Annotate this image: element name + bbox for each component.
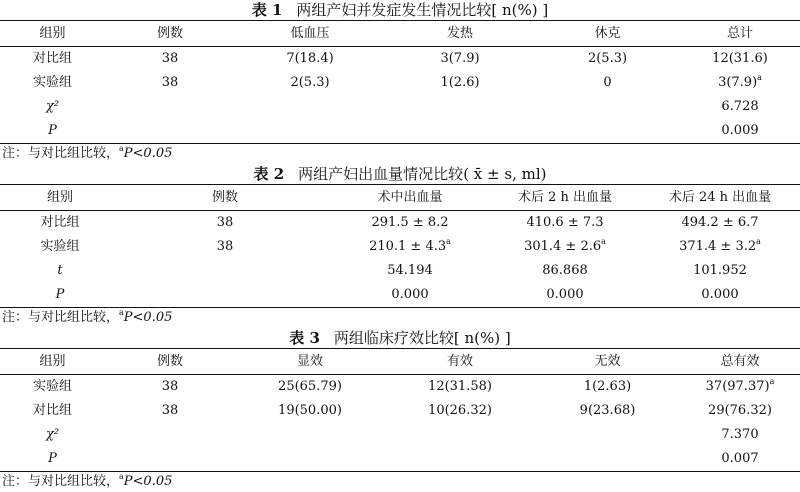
table-cell: 1(2.63) [583, 379, 632, 394]
table-cell: 实验组 [32, 379, 72, 394]
table2-caption [0, 164, 800, 184]
table-row [0, 399, 800, 423]
table1-header-total: 总计 [680, 21, 800, 47]
note-text: 注：与对比组比较， [2, 146, 120, 161]
table1-title: 两组产妇并发症发生情况比较 [296, 1, 492, 19]
table2-header-row [0, 185, 800, 211]
table2-header-2h: 术后 2 h 出血量 [490, 185, 640, 211]
table2 [0, 184, 800, 308]
table-cell: 0.000 [490, 283, 640, 308]
table2-unit: ( x̄ ± s, ml) [463, 165, 547, 183]
table-cell: 实验组 [32, 75, 72, 90]
significance-marker: a [757, 73, 762, 82]
table-cell [535, 447, 680, 472]
table-cell: 10(26.32) [428, 403, 492, 418]
table-cell [385, 423, 535, 447]
table3 [0, 348, 800, 472]
table3-header-marked: 显效 [235, 349, 385, 375]
table-row [0, 375, 800, 400]
note-text: 注：与对比组比较， [2, 310, 120, 325]
table-row [0, 71, 800, 95]
significance-marker: a [601, 237, 606, 246]
table-cell [105, 119, 235, 144]
table-cell: 38 [161, 51, 179, 66]
table-cell [120, 259, 330, 283]
table1 [0, 20, 800, 144]
table2-header-group: 组别 [0, 185, 120, 211]
table1-header-row [0, 21, 800, 47]
table-cell: 101.952 [693, 263, 747, 278]
table-cell [535, 95, 680, 119]
table-row [0, 47, 800, 72]
table-cell: 25(65.79) [278, 379, 342, 394]
table-cell: 19(50.00) [278, 403, 342, 418]
table-cell: 对比组 [32, 403, 72, 418]
significance-marker: a [119, 308, 124, 317]
table-cell [640, 235, 800, 259]
significance-marker: a [119, 144, 124, 153]
table-cell [105, 95, 235, 119]
table-cell [105, 423, 235, 447]
table-cell-value: 3(7.9) [718, 75, 758, 90]
table-row [0, 259, 800, 283]
table-cell: 38 [161, 75, 179, 90]
note-text: 注：与对比组比较， [2, 474, 120, 489]
table2-number: 表 2 [253, 165, 285, 183]
table-cell: 291.5 ± 8.2 [371, 215, 449, 230]
table-row [0, 211, 800, 236]
table-cell [385, 447, 535, 472]
table-row [0, 423, 800, 447]
table-cell: 对比组 [40, 215, 80, 230]
table-cell: 86.868 [542, 263, 588, 278]
note-significance: P<0.05 [123, 310, 173, 325]
table-cell: 38 [161, 403, 179, 418]
table1-unit: [ n(%) ] [491, 1, 549, 19]
table-cell: P [0, 119, 105, 144]
significance-marker: a [769, 377, 775, 386]
table3-header-count: 例数 [105, 349, 235, 375]
table-cell-value: 210.1 ± 4.3 [369, 239, 447, 254]
table-cell: χ² [45, 427, 60, 442]
table1-header-fever: 发热 [385, 21, 535, 47]
table-cell: 2(5.3) [587, 51, 628, 66]
table-cell [680, 375, 800, 400]
table-cell: 7(18.4) [286, 51, 334, 66]
table-cell-value: 301.4 ± 2.6 [524, 239, 602, 254]
table3-header-ineffective: 无效 [535, 349, 680, 375]
table-cell: 0.000 [330, 283, 490, 308]
table-cell: 2(5.3) [290, 75, 330, 90]
table2-header-24h: 术后 24 h 出血量 [640, 185, 800, 211]
table1-header-hypotension: 低血压 [235, 21, 385, 47]
table-cell [385, 95, 535, 119]
table-cell-value: 37(97.37) [705, 379, 770, 394]
table1-number: 表 1 [251, 1, 283, 19]
table3-title: 两组临床疗效比较 [333, 329, 454, 347]
table3-header-effective: 有效 [385, 349, 535, 375]
table-cell [120, 283, 330, 308]
table-cell: 12(31.6) [712, 51, 768, 66]
table3-unit: [ n(%) ] [453, 329, 511, 347]
table3-caption [0, 328, 800, 348]
table-cell: χ² [45, 99, 60, 114]
table-cell: 12(31.58) [428, 379, 492, 394]
table1-header-count: 例数 [105, 21, 235, 47]
table-cell: 6.728 [721, 99, 759, 114]
table2-note [0, 308, 800, 328]
table3-number: 表 3 [289, 329, 320, 347]
table-row [0, 95, 800, 119]
table-row [0, 283, 800, 308]
table-cell: 实验组 [40, 239, 80, 254]
table-cell: P [0, 447, 105, 472]
significance-marker: a [446, 237, 451, 246]
table-row [0, 119, 800, 144]
table-cell: 3(7.9) [440, 51, 480, 66]
table-cell: 对比组 [32, 51, 72, 66]
table2-header-intraop: 术中出血量 [330, 185, 490, 211]
table1-header-shock: 休克 [535, 21, 680, 47]
table-cell [235, 119, 385, 144]
table1-caption [0, 0, 800, 20]
table2-header-count: 例数 [120, 185, 330, 211]
table-cell [235, 95, 385, 119]
table-cell [680, 71, 800, 95]
table-cell: 38 [161, 379, 179, 394]
table-cell: 7.370 [721, 427, 759, 442]
table-cell: 1(2.6) [440, 75, 480, 90]
table-cell: 0 [603, 75, 612, 90]
table-cell-value: 371.4 ± 3.2 [679, 239, 757, 254]
table3-header-total-effective: 总有效 [680, 349, 800, 375]
table2-title: 两组产妇出血量情况比较 [298, 165, 464, 183]
table1-header-group: 组别 [0, 21, 105, 47]
table-cell: 410.6 ± 7.3 [526, 215, 604, 230]
note-significance: P<0.05 [123, 146, 173, 161]
table-cell: 38 [216, 215, 234, 230]
table1-note [0, 144, 800, 164]
table3-note [0, 472, 800, 492]
table3-header-row [0, 349, 800, 375]
table-cell [235, 423, 385, 447]
table-cell [535, 119, 680, 144]
table-cell: P [0, 283, 120, 308]
table-cell [330, 235, 490, 259]
table-row [0, 447, 800, 472]
table-cell: t [57, 263, 63, 278]
note-significance: P<0.05 [123, 474, 173, 489]
table-cell: 0.007 [680, 447, 800, 472]
table-row [0, 235, 800, 259]
table-cell: 494.2 ± 6.7 [681, 215, 759, 230]
significance-marker: a [756, 237, 761, 246]
significance-marker: a [119, 472, 124, 481]
table-cell [535, 423, 680, 447]
table-cell: 38 [216, 239, 234, 254]
table-cell [105, 447, 235, 472]
table-cell: 9(23.68) [579, 403, 636, 418]
table-cell [490, 235, 640, 259]
table-cell: 0.009 [680, 119, 800, 144]
table-cell [235, 447, 385, 472]
table-cell: 54.194 [387, 263, 433, 278]
table-cell: 29(76.32) [708, 403, 772, 418]
table-cell [385, 119, 535, 144]
table-cell: 0.000 [640, 283, 800, 308]
table3-header-group: 组别 [0, 349, 105, 375]
